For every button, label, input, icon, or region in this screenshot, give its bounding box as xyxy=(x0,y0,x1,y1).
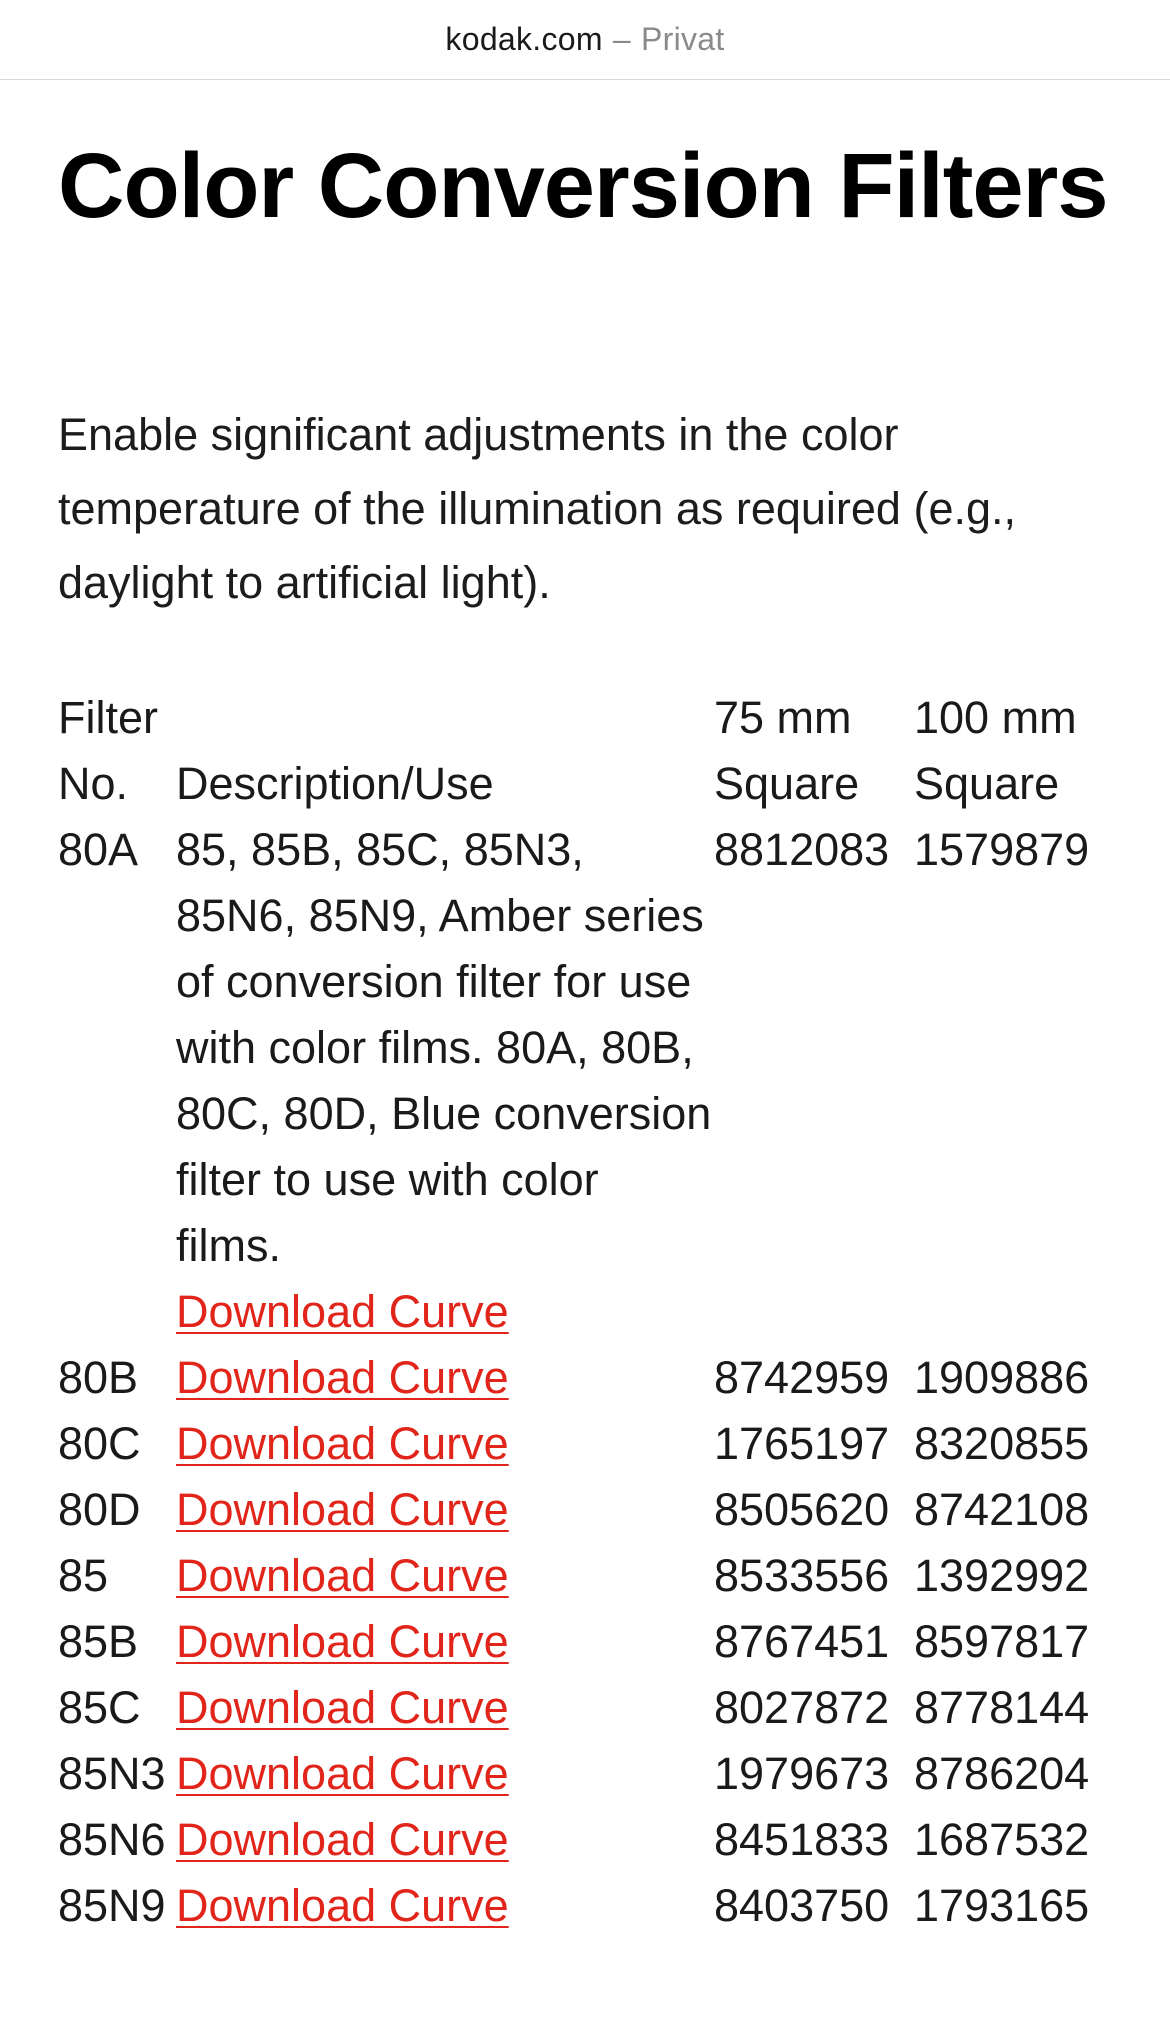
description-cell xyxy=(176,1543,714,1609)
filter-no: 80B xyxy=(58,1352,139,1403)
sku-100mm: 8320855 xyxy=(914,1418,1090,1469)
sku-75mm: 8451833 xyxy=(714,1814,890,1865)
filter-no: 80D xyxy=(58,1484,141,1535)
sku-75mm: 1765197 xyxy=(714,1418,890,1469)
private-mode-label: Privat xyxy=(640,21,725,57)
header-filter-no: Filter No. xyxy=(58,692,158,809)
table-row xyxy=(58,1411,1124,1477)
sku-100mm: 8597817 xyxy=(914,1616,1090,1667)
table-header-row xyxy=(58,685,1124,817)
table-row xyxy=(58,1609,1124,1675)
description-cell xyxy=(176,1345,714,1411)
header-75mm: 75 mm Square xyxy=(714,692,860,809)
sku-75mm: 1979673 xyxy=(714,1748,890,1799)
table-row xyxy=(58,1873,1124,1939)
url-domain: kodak.com xyxy=(445,21,603,57)
download-curve-link[interactable]: Download Curve xyxy=(176,1880,509,1931)
page-title: Color Conversion Filters xyxy=(58,135,1108,237)
url-separator: – xyxy=(612,21,631,57)
filter-no: 85B xyxy=(58,1616,139,1667)
filter-no: 85N3 xyxy=(58,1748,166,1799)
filter-no: 85N9 xyxy=(58,1880,166,1931)
sku-100mm: 1909886 xyxy=(914,1352,1090,1403)
download-curve-link[interactable]: Download Curve xyxy=(176,1286,509,1337)
sku-75mm: 8403750 xyxy=(714,1880,890,1931)
filter-no: 85C xyxy=(58,1682,141,1733)
sku-75mm: 8742959 xyxy=(714,1352,890,1403)
description-cell xyxy=(176,1477,714,1543)
download-curve-link[interactable]: Download Curve xyxy=(176,1682,509,1733)
download-curve-link[interactable]: Download Curve xyxy=(176,1550,509,1601)
sku-100mm: 1687532 xyxy=(914,1814,1090,1865)
filter-no: 80A xyxy=(58,824,139,875)
description-cell xyxy=(176,1741,714,1807)
description-cell xyxy=(176,1411,714,1477)
filters-table xyxy=(58,685,1124,1939)
sku-100mm: 8742108 xyxy=(914,1484,1090,1535)
download-curve-link[interactable]: Download Curve xyxy=(176,1352,509,1403)
filter-no: 85 xyxy=(58,1550,109,1601)
sku-100mm: 8778144 xyxy=(914,1682,1090,1733)
table-row xyxy=(58,1543,1124,1609)
page-intro: Enable significant adjustments in the color temperature of the illumination as required (e.g., daylight to artificial light). xyxy=(58,409,1017,608)
description-text: 85, 85B, 85C, 85N3, 85N6, 85N9, Amber series of conversion filter for use with color films. 80A, 80B, 80C, 80D, Blue conversion filter to use with color films. xyxy=(176,824,712,1271)
sku-75mm: 8812083 xyxy=(714,824,890,875)
sku-100mm: 8786204 xyxy=(914,1748,1090,1799)
browser-address-bar[interactable] xyxy=(0,0,1170,80)
sku-75mm: 8767451 xyxy=(714,1616,890,1667)
download-curve-link[interactable]: Download Curve xyxy=(176,1814,509,1865)
sku-75mm: 8027872 xyxy=(714,1682,890,1733)
table-row xyxy=(58,1345,1124,1411)
filter-no: 80C xyxy=(58,1418,141,1469)
sku-75mm: 8533556 xyxy=(714,1550,890,1601)
download-curve-link[interactable]: Download Curve xyxy=(176,1748,509,1799)
download-curve-link[interactable]: Download Curve xyxy=(176,1616,509,1667)
header-description: Description/Use xyxy=(176,758,494,809)
header-100mm: 100 mm Square xyxy=(914,692,1077,809)
table-row xyxy=(58,1807,1124,1873)
filter-no: 85N6 xyxy=(58,1814,166,1865)
sku-100mm: 1793165 xyxy=(914,1880,1090,1931)
table-row xyxy=(58,1675,1124,1741)
download-curve-link[interactable]: Download Curve xyxy=(176,1484,509,1535)
sku-75mm: 8505620 xyxy=(714,1484,890,1535)
description-cell xyxy=(176,817,714,1345)
table-row xyxy=(58,1477,1124,1543)
download-curve-link[interactable]: Download Curve xyxy=(176,1418,509,1469)
sku-100mm: 1392992 xyxy=(914,1550,1090,1601)
description-cell xyxy=(176,1873,714,1939)
description-cell xyxy=(176,1807,714,1873)
description-cell xyxy=(176,1675,714,1741)
table-row xyxy=(58,1741,1124,1807)
description-cell xyxy=(176,1609,714,1675)
table-row xyxy=(58,817,1124,1345)
sku-100mm: 1579879 xyxy=(914,824,1090,875)
